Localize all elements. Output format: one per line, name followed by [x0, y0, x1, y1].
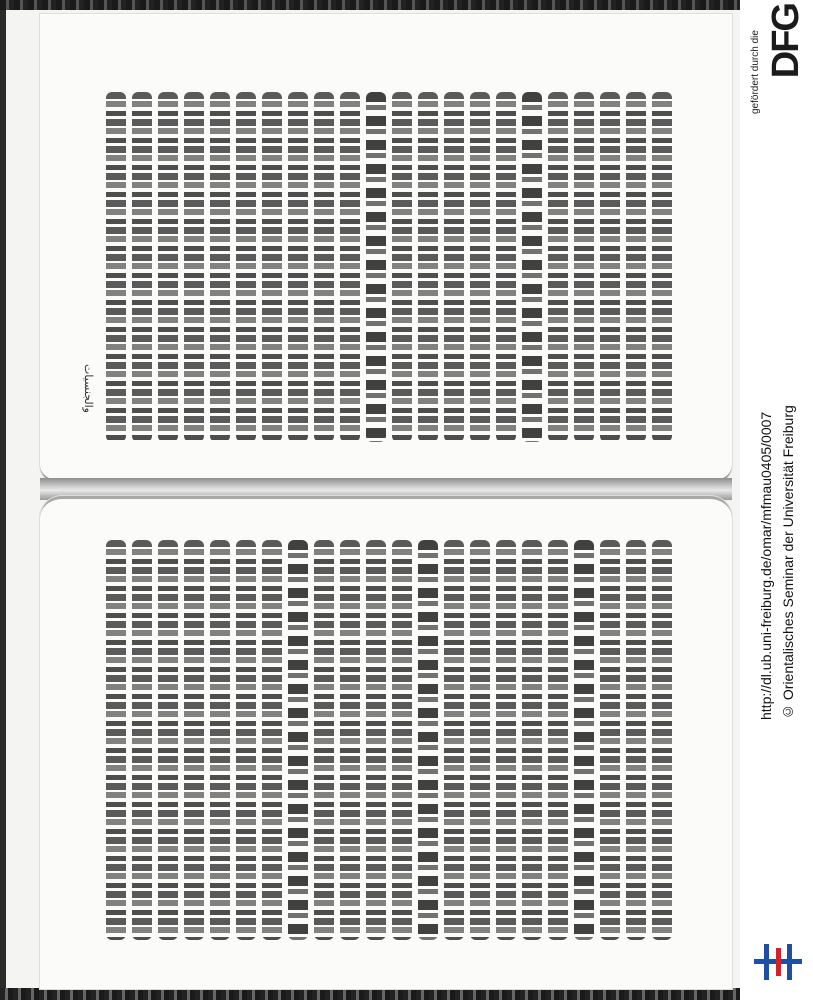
text-line: [158, 540, 178, 940]
text-line: [418, 92, 438, 442]
lower-page-text-block: [80, 540, 680, 940]
text-line-rubric: [418, 540, 438, 940]
text-line: [626, 540, 646, 940]
text-line: [236, 540, 256, 940]
catchword: والجنسيات: [82, 364, 95, 413]
credit-strip: [742, 0, 813, 1000]
text-line-rubric: [366, 92, 386, 442]
text-line: [106, 92, 126, 442]
text-line: [392, 92, 412, 442]
scan-border-left: [0, 0, 6, 1000]
text-line: [496, 92, 516, 442]
text-line: [652, 92, 672, 442]
text-line: [132, 540, 152, 940]
text-line: [444, 540, 464, 940]
funding-text: gefördert durch die: [750, 30, 761, 114]
text-line: [210, 92, 230, 442]
upper-page-text-block: [80, 92, 680, 442]
text-line: [470, 92, 490, 442]
logo-bar-vertical-left: [764, 944, 769, 980]
logo-bar-vertical-middle: [776, 948, 781, 976]
text-line: [184, 540, 204, 940]
text-line: [652, 540, 672, 940]
text-line-rubric: [288, 540, 308, 940]
dfg-logo: [748, 0, 810, 150]
text-line: [522, 540, 542, 940]
text-line: [444, 92, 464, 442]
text-line: [106, 540, 126, 940]
text-line: [340, 92, 360, 442]
text-line: [158, 92, 178, 442]
text-line: [548, 92, 568, 442]
scan-border-bottom: [0, 988, 740, 1000]
dfg-logo-text: DFG: [765, 4, 807, 79]
text-line: [132, 92, 152, 442]
text-line: [340, 540, 360, 940]
text-line-rubric: [574, 540, 594, 940]
text-line: [236, 92, 256, 442]
text-line-rubric: [522, 92, 542, 442]
text-line: [600, 92, 620, 442]
text-line: [366, 540, 386, 940]
text-line: [470, 540, 490, 940]
text-line: [262, 540, 282, 940]
text-line: [392, 540, 412, 940]
text-line: [548, 540, 568, 940]
text-line: [314, 540, 334, 940]
text-line: [210, 540, 230, 940]
text-line: [626, 92, 646, 442]
text-line: [496, 540, 516, 940]
logo-bar-vertical-right: [787, 944, 792, 980]
text-line: [288, 92, 308, 442]
text-line: [314, 92, 334, 442]
text-line: [600, 540, 620, 940]
scan-border-top: [0, 0, 740, 10]
ub-freiburg-logo-icon: [752, 940, 804, 984]
text-line: [574, 92, 594, 442]
text-line: [262, 92, 282, 442]
text-line: [184, 92, 204, 442]
source-url-link[interactable]: http://dl.ub.uni-freiburg.de/omar/mfmau0405/0007: [758, 411, 774, 720]
copyright-holder: © Orientalisches Seminar der Universität Freiburg: [780, 405, 796, 720]
